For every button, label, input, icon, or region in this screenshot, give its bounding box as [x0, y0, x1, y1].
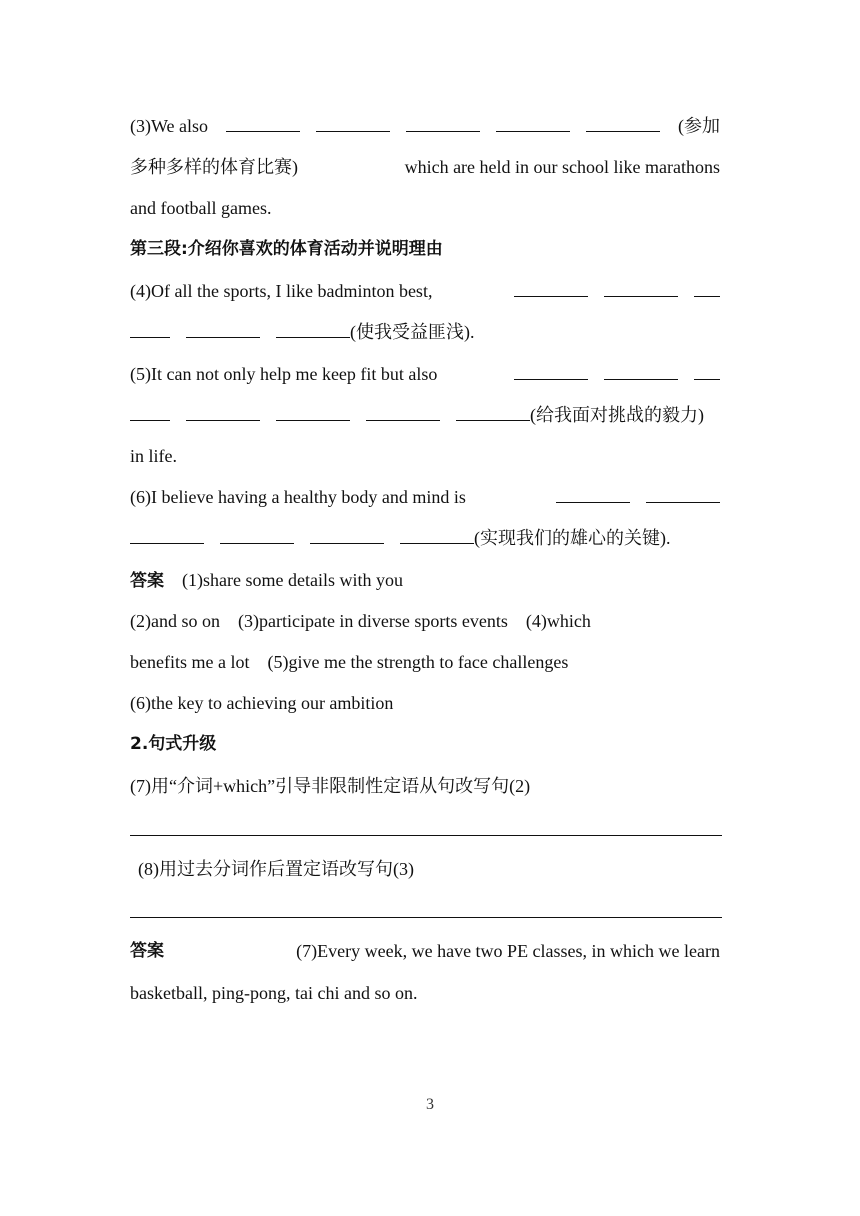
- answer-blank[interactable]: [366, 404, 440, 421]
- q4-line1: [130, 279, 720, 303]
- answer-blank[interactable]: [186, 321, 260, 338]
- answer-5: (5)give me the strength to face challenges: [267, 652, 569, 672]
- q6-blanks: [556, 485, 720, 509]
- answer-blank[interactable]: [276, 404, 350, 421]
- answer-blank[interactable]: [604, 280, 678, 297]
- answer-blank[interactable]: [130, 404, 170, 421]
- answer-label: 答案: [130, 941, 164, 961]
- q5-line3: in life.: [130, 446, 177, 466]
- q4-blanks: [514, 279, 720, 303]
- answer-blank[interactable]: [220, 527, 294, 544]
- q4-line2: [130, 320, 720, 344]
- answer-label: 答案: [130, 571, 164, 591]
- q7-instruction: (7)用“介词+which”引导非限制性定语从句改写句(2): [130, 776, 531, 796]
- q6-prefix: (6)I believe having a healthy body and mind is: [130, 487, 466, 507]
- answer-1: (1)share some details with you: [182, 570, 403, 590]
- answer-blank[interactable]: [514, 363, 588, 380]
- q5-line2: [130, 403, 720, 427]
- answer-blank[interactable]: [276, 321, 350, 338]
- section-heading: 第三段:介绍你喜欢的体育活动并说明理由: [130, 239, 443, 259]
- answer-blank[interactable]: [316, 115, 390, 132]
- answer-blank[interactable]: [130, 321, 170, 338]
- answer-blank[interactable]: [130, 527, 204, 544]
- answer-7-start: (7)Every week, we have two PE classes, in which we learn: [296, 941, 720, 961]
- q3-line2: [130, 155, 720, 179]
- q3-prefix: (3)We also: [130, 116, 209, 136]
- q5-blanks: [514, 362, 720, 386]
- answer-blank[interactable]: [186, 404, 260, 421]
- q6-line1: [130, 485, 720, 509]
- answer-blank[interactable]: [456, 404, 530, 421]
- q4-chinese-hint: (使我受益匪浅).: [350, 322, 475, 342]
- answer-6: (6)the key to achieving our ambition: [130, 693, 394, 713]
- answer-line2: [130, 609, 680, 633]
- q7-answer-line[interactable]: [130, 835, 722, 836]
- q3-tail: which are held in our school like marathons: [404, 157, 720, 177]
- answer-blank[interactable]: [694, 363, 720, 380]
- q8-instruction: (8)用过去分词作后置定语改写句(3): [138, 859, 414, 879]
- q5-line1: [130, 362, 720, 386]
- answer-blank[interactable]: [646, 486, 720, 503]
- answer-2: (2)and so on: [130, 611, 220, 631]
- answer-blank[interactable]: [400, 527, 474, 544]
- answer-3: (3)participate in diverse sports events: [237, 611, 508, 631]
- q3-chinese-hint-start: (参加: [678, 116, 720, 136]
- answer-line1: [130, 568, 720, 593]
- section-heading: 2.句式升级: [130, 734, 217, 754]
- answer-4-start: (4)which: [525, 611, 591, 631]
- q5-prefix: (5)It can not only help me keep fit but also: [130, 364, 438, 384]
- answer-line3: [130, 650, 720, 674]
- q5-chinese-hint: (给我面对挑战的毅力): [530, 405, 704, 425]
- answer-7-end: basketball, ping-pong, tai chi and so on.: [130, 983, 418, 1003]
- answer-blank[interactable]: [586, 115, 660, 132]
- answer-blank[interactable]: [604, 363, 678, 380]
- q4-prefix: (4)Of all the sports, I like badminton best,: [130, 281, 433, 301]
- answer-4-end: benefits me a lot: [130, 652, 250, 672]
- q3-line3: and football games.: [130, 198, 272, 218]
- answer-blank[interactable]: [496, 115, 570, 132]
- q8-answer-line[interactable]: [130, 917, 722, 918]
- q3-chinese-hint-end: 多种多样的体育比赛): [130, 157, 298, 177]
- answer2-line1: [130, 939, 720, 963]
- answer-blank[interactable]: [226, 115, 300, 132]
- answer-blank[interactable]: [694, 280, 720, 297]
- q6-chinese-hint: (实现我们的雄心的关键).: [474, 528, 671, 548]
- q3-blanks: [226, 114, 660, 138]
- q3-line1: [130, 114, 720, 138]
- answer-blank[interactable]: [310, 527, 384, 544]
- answer-blank[interactable]: [406, 115, 480, 132]
- answer-blank[interactable]: [556, 486, 630, 503]
- q6-line2: [130, 526, 720, 550]
- page-number: 3: [426, 1096, 434, 1113]
- answer-blank[interactable]: [514, 280, 588, 297]
